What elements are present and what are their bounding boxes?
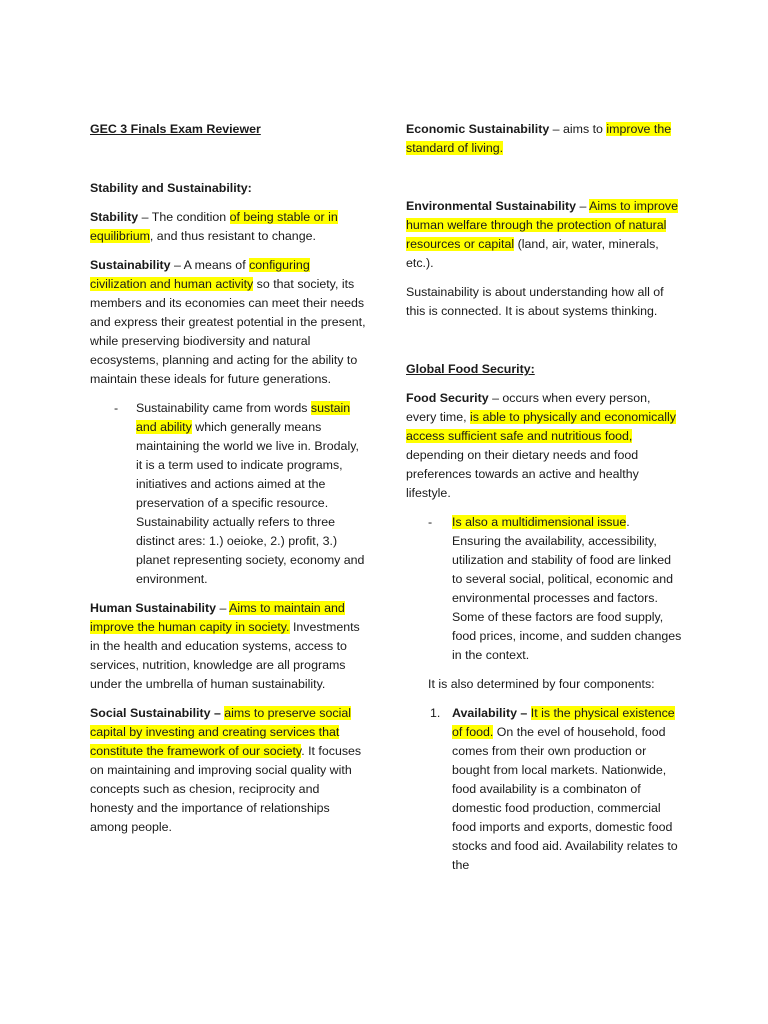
term-economic-sustainability: Economic Sustainability xyxy=(406,122,550,136)
highlight: It is the physical existence of food. xyxy=(452,706,675,739)
text: – occurs when every person, every time, xyxy=(406,391,651,424)
highlight: improve the standard of living. xyxy=(406,122,672,155)
paragraph-sustainability xyxy=(90,256,366,389)
text: depending on their dietary needs and food preferences towards an active and healthy lifestyle. xyxy=(406,448,639,500)
text: – A means of xyxy=(170,258,250,272)
left-column xyxy=(90,120,366,847)
paragraph-social-sustainability xyxy=(90,704,366,837)
bullet-dash: - xyxy=(114,401,119,415)
section-heading-stability: Stability and Sustainability: xyxy=(90,181,252,195)
highlight: of being stable or in equilibrium xyxy=(90,210,338,243)
paragraph-stability xyxy=(90,208,366,246)
text: – aims to xyxy=(549,122,607,136)
text: which generally means maintaining the world we live in. Brodaly, it is a term used to indicate programs, initiatives and actions aimed at the preservation of a specific resource. Sustainability actually refers to three distinct ares: 1.) oeioke, 2.) profit, 3.) planet representing society, economy and environment. xyxy=(136,420,365,586)
term-sustainability: Sustainability xyxy=(90,258,171,272)
text: Investments in the health and education systems, access to services, nutrition, knowledge are all programs under the umbrella of human sustainability. xyxy=(90,620,360,691)
paragraph-economic-sustainability xyxy=(406,120,682,158)
text: . It focuses on maintaining and improving social quality with concepts such as chesion, reciprocity and honesty and the importance of relationships among people. xyxy=(90,744,362,834)
highlight: Aims to maintain and improve the human capity in society. xyxy=(90,601,345,634)
text: so that society, its members and its economies can meet their needs and express their greatest potential in the present, while preserving biodiversity and natural ecosystems, planning and acting for the ability to maintain these ideals for future generations. xyxy=(90,277,366,386)
bullet-sustainability-origin xyxy=(90,399,366,589)
term-availability: Availability – xyxy=(452,706,531,720)
highlight: Aims to improve human welfare through the protection of natural resources or capital xyxy=(406,199,678,251)
highlight: is able to physically and economically access sufficient safe and nutritious food, xyxy=(406,410,676,443)
bullet-dash: - xyxy=(428,515,433,529)
highlight: aims to preserve social capital by investing and creating services that constitute the framework of our society xyxy=(90,706,351,758)
term-food-security: Food Security xyxy=(406,391,489,405)
right-column xyxy=(406,120,682,875)
text: – The condition xyxy=(138,210,230,224)
list-number: 1. xyxy=(430,706,441,720)
paragraph-components: It is also determined by four components: xyxy=(428,677,655,691)
text: – xyxy=(216,601,230,615)
text: . Ensuring the availability, accessibility, utilization and stability of food are linked to several social, political, economic and environmental processes and factors. Some of these factors are food supply, food prices, income, and sudden changes in the context. xyxy=(452,515,682,662)
paragraph-food-security xyxy=(406,389,682,503)
text: (land, air, water, minerals, etc.). xyxy=(406,237,659,270)
paragraph-human-sustainability xyxy=(90,599,366,694)
term-human-sustainability: Human Sustainability xyxy=(90,601,216,615)
text: Sustainability came from words xyxy=(136,401,311,415)
section-heading-food-security: Global Food Security: xyxy=(406,362,535,376)
list-item-availability xyxy=(406,704,682,875)
highlight: Is also a multidimensional issue xyxy=(452,515,627,529)
bullet-multidimensional xyxy=(406,513,682,665)
text: , and thus resistant to change. xyxy=(149,229,316,243)
paragraph-systems-thinking: Sustainability is about understanding how all of this is connected. It is about systems thinking. xyxy=(406,285,664,318)
highlight: sustain and ability xyxy=(136,401,351,434)
text: – xyxy=(576,199,590,213)
document-title: GEC 3 Finals Exam Reviewer xyxy=(90,122,261,136)
term-environmental-sustainability: Environmental Sustainability xyxy=(406,199,577,213)
term-social-sustainability: Social Sustainability – xyxy=(90,706,225,720)
term-stability: Stability xyxy=(90,210,139,224)
paragraph-environmental-sustainability xyxy=(406,197,682,273)
highlight: configuring civilization and human activity xyxy=(90,258,310,291)
text: On the evel of household, food comes from their own production or bought from local markets. Nationwide, food availability is a combinaton of domestic food production, commercial food imports and exports, domestic food stocks and food aid. Availability relates to the xyxy=(452,725,678,872)
